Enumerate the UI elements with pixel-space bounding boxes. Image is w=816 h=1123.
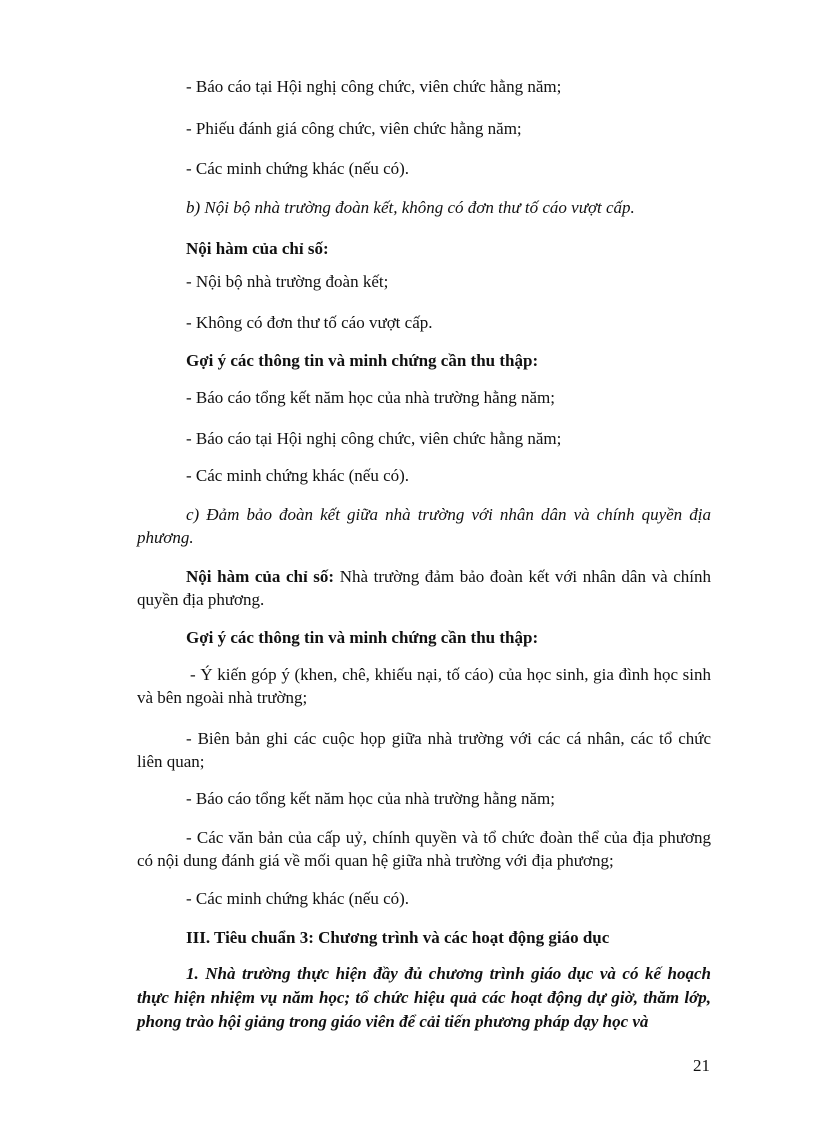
section-label: Gợi ý các thông tin và minh chứng cần thu thập: [186,628,539,647]
bullet-line: - Báo cáo tổng kết năm học của nhà trường hằng năm; [186,789,555,808]
bullet-paragraph: - Biên bản ghi các cuộc họp giữa nhà trường với các cá nhân, các tổ chức liên quan; [137,729,711,771]
criterion-heading: c) Đảm bảo đoàn kết giữa nhà trường với nhân dân và chính quyền địa phương. [137,505,711,547]
criterion-bold-heading: 1. Nhà trường thực hiện đầy đủ chương trình giáo dục và có kế hoạch thực hiện nhiệm vụ năm học; tổ chức hiệu quả các hoạt động dự giờ, thăm lớp, phong trào hội giảng trong giáo viên để cải tiến phương pháp dạy học và [137,964,711,1031]
inline-definition-paragraph [137,565,711,611]
section-label: Nội hàm của chỉ số: [186,567,335,586]
bullet-line: - Báo cáo tại Hội nghị công chức, viên chức hằng năm; [186,77,562,96]
bullet-line: - Phiếu đánh giá công chức, viên chức hằng năm; [186,119,522,138]
section-label: Nội hàm của chỉ số: [186,239,329,258]
bullet-paragraph: - Các văn bản của cấp uỷ, chính quyền và tổ chức đoàn thể của địa phương có nội dung đánh giá về mối quan hệ giữa nhà trường với địa phương; [137,828,711,870]
bullet-line: - Các minh chứng khác (nếu có). [186,466,410,485]
bullet-line: - Báo cáo tổng kết năm học của nhà trường hằng năm; [186,388,555,407]
section-label: Gợi ý các thông tin và minh chứng cần thu thập: [186,351,539,370]
bullet-line: - Các minh chứng khác (nếu có). [186,159,410,178]
bullet-line: - Nội bộ nhà trường đoàn kết; [186,272,389,291]
bullet-line: - Không có đơn thư tố cáo vượt cấp. [186,313,433,332]
bullet-line: - Các minh chứng khác (nếu có). [186,889,410,908]
bullet-paragraph: - Ý kiến góp ý (khen, chê, khiếu nại, tố cáo) của học sinh, gia đình học sinh và bên ngoài nhà trường; [137,665,711,707]
bullet-line: - Báo cáo tại Hội nghị công chức, viên chức hằng năm; [186,429,562,448]
definition-text: Nhà trường đảm bảo đoàn kết với nhân dân và chính quyền địa phương. [137,567,711,609]
page-number: 21 [693,1056,710,1075]
criterion-heading: b) Nội bộ nhà trường đoàn kết, không có đơn thư tố cáo vượt cấp. [186,198,635,217]
standard-heading: III. Tiêu chuẩn 3: Chương trình và các hoạt động giáo dục [186,928,610,947]
